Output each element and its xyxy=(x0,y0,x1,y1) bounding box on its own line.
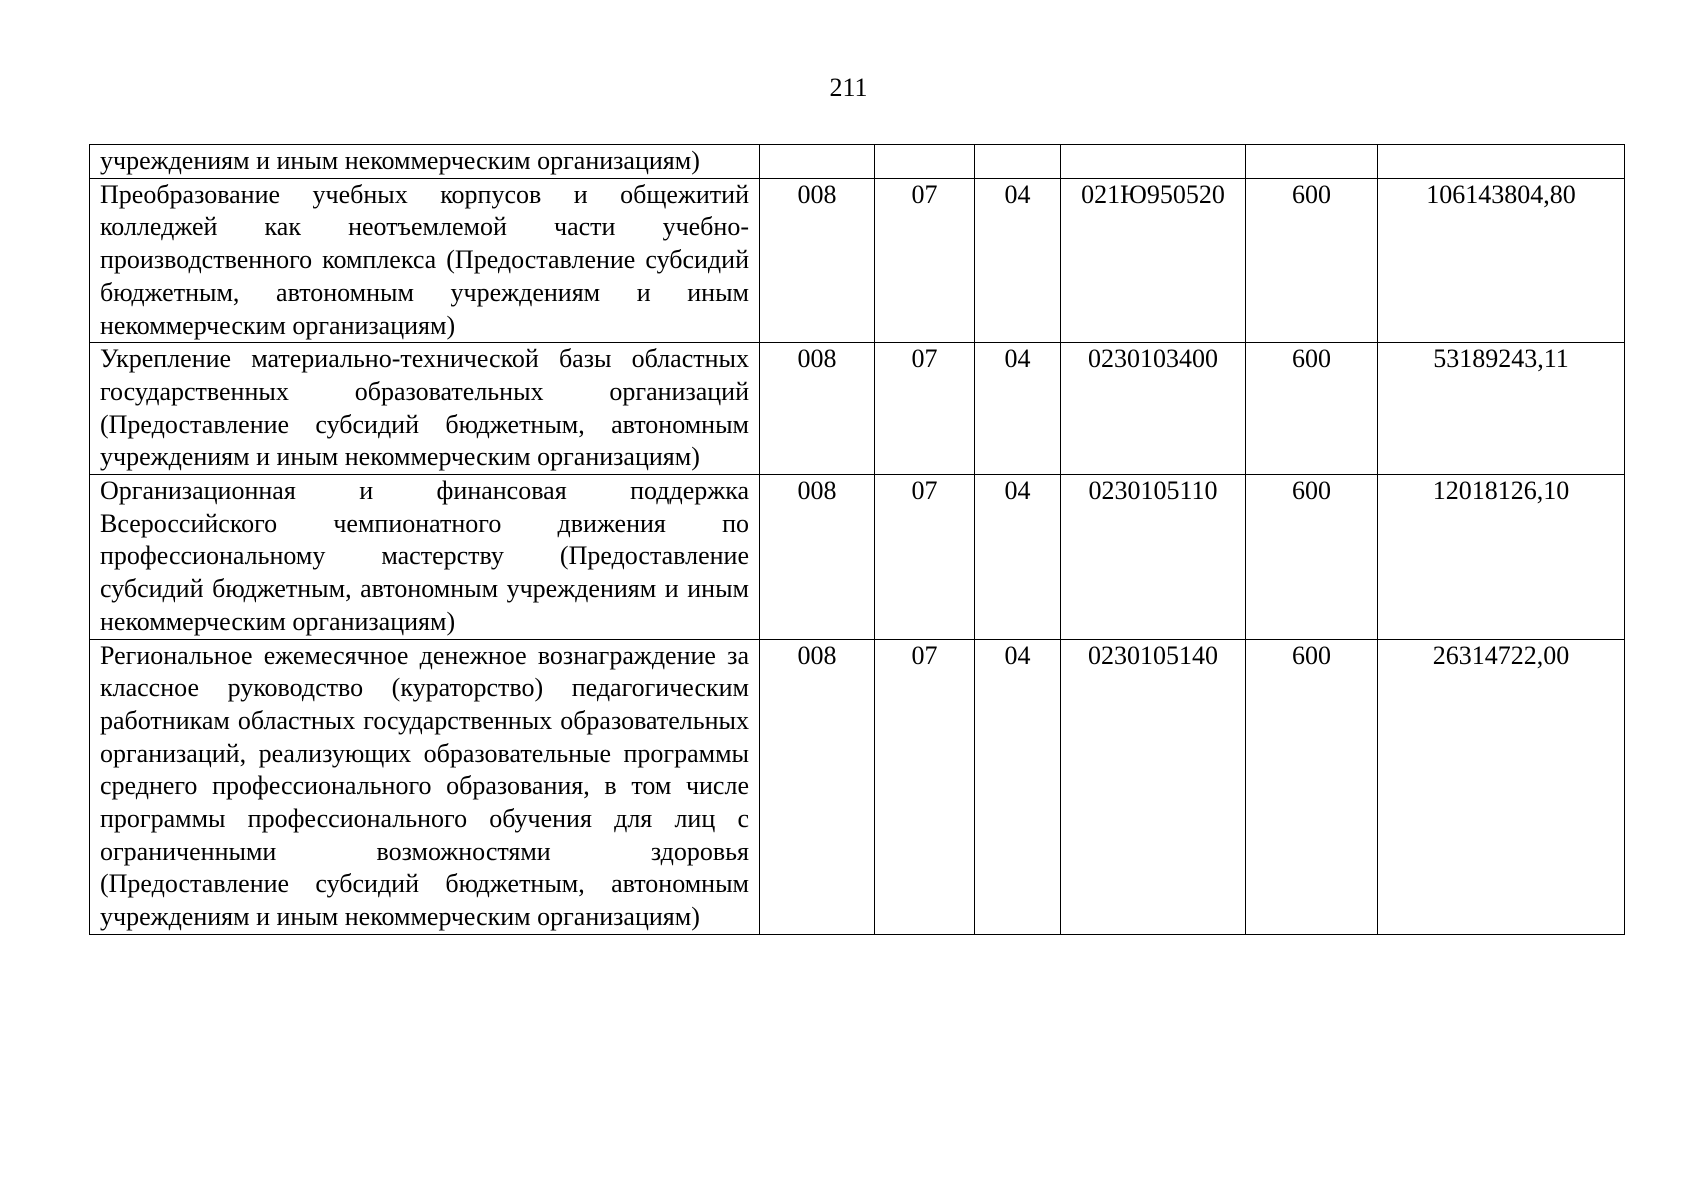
row-amount xyxy=(1378,145,1625,179)
row-section-code: 07 xyxy=(875,343,975,475)
row-grbs-code: 008 xyxy=(760,178,875,343)
row-description: Региональное ежемесячное денежное вознаграждение за классное руководство (кураторство) педагогическим работникам областных государственных образовательных организаций, реализующих образовательные программы среднего профессионального образования, в том числе программы профессионального обучения для лиц с ограниченными возможностями здоровья (Предоставление субсидий бюджетным, автономным учреждениям и иным некоммерческим организациям) xyxy=(90,639,760,934)
row-target-article-code: 0230105140 xyxy=(1061,639,1246,934)
row-amount: 26314722,00 xyxy=(1378,639,1625,934)
table-row xyxy=(90,639,1625,934)
table-row xyxy=(90,475,1625,640)
row-expense-type-code: 600 xyxy=(1246,639,1378,934)
row-expense-type-code: 600 xyxy=(1246,343,1378,475)
row-target-article-code: 0230103400 xyxy=(1061,343,1246,475)
row-section-code: 07 xyxy=(875,178,975,343)
row-grbs-code: 008 xyxy=(760,475,875,640)
row-subsection-code xyxy=(975,145,1061,179)
row-description: Организационная и финансовая поддержка Всероссийского чемпионатного движения по профессиональному мастерству (Предоставление субсидий бюджетным, автономным учреждениям и иным некоммерческим организациям) xyxy=(90,475,760,640)
row-subsection-code: 04 xyxy=(975,343,1061,475)
table-row xyxy=(90,145,1625,179)
row-grbs-code: 008 xyxy=(760,343,875,475)
row-description: учреждениям и иным некоммерческим организациям) xyxy=(90,145,760,179)
row-target-article-code: 021Ю950520 xyxy=(1061,178,1246,343)
row-expense-type-code xyxy=(1246,145,1378,179)
row-description: Укрепление материально-технической базы областных государственных образовательных организаций (Предоставление субсидий бюджетным, автономным учреждениям и иным некоммерческим организациям) xyxy=(90,343,760,475)
row-expense-type-code: 600 xyxy=(1246,178,1378,343)
row-target-article-code: 0230105110 xyxy=(1061,475,1246,640)
row-subsection-code: 04 xyxy=(975,178,1061,343)
row-subsection-code: 04 xyxy=(975,639,1061,934)
budget-table xyxy=(89,144,1625,935)
row-amount: 12018126,10 xyxy=(1378,475,1625,640)
row-grbs-code: 008 xyxy=(760,639,875,934)
row-target-article-code xyxy=(1061,145,1246,179)
row-section-code: 07 xyxy=(875,639,975,934)
table-row xyxy=(90,178,1625,343)
row-amount: 106143804,80 xyxy=(1378,178,1625,343)
row-section-code: 07 xyxy=(875,475,975,640)
row-grbs-code xyxy=(760,145,875,179)
row-description: Преобразование учебных корпусов и общежитий колледжей как неотъемлемой части учебно-производственного комплекса (Предоставление субсидий бюджетным, автономным учреждениям и иным некоммерческим организациям) xyxy=(90,178,760,343)
table-row xyxy=(90,343,1625,475)
row-amount: 53189243,11 xyxy=(1378,343,1625,475)
row-subsection-code: 04 xyxy=(975,475,1061,640)
row-section-code xyxy=(875,145,975,179)
row-expense-type-code: 600 xyxy=(1246,475,1378,640)
page-number: 211 xyxy=(829,73,868,102)
